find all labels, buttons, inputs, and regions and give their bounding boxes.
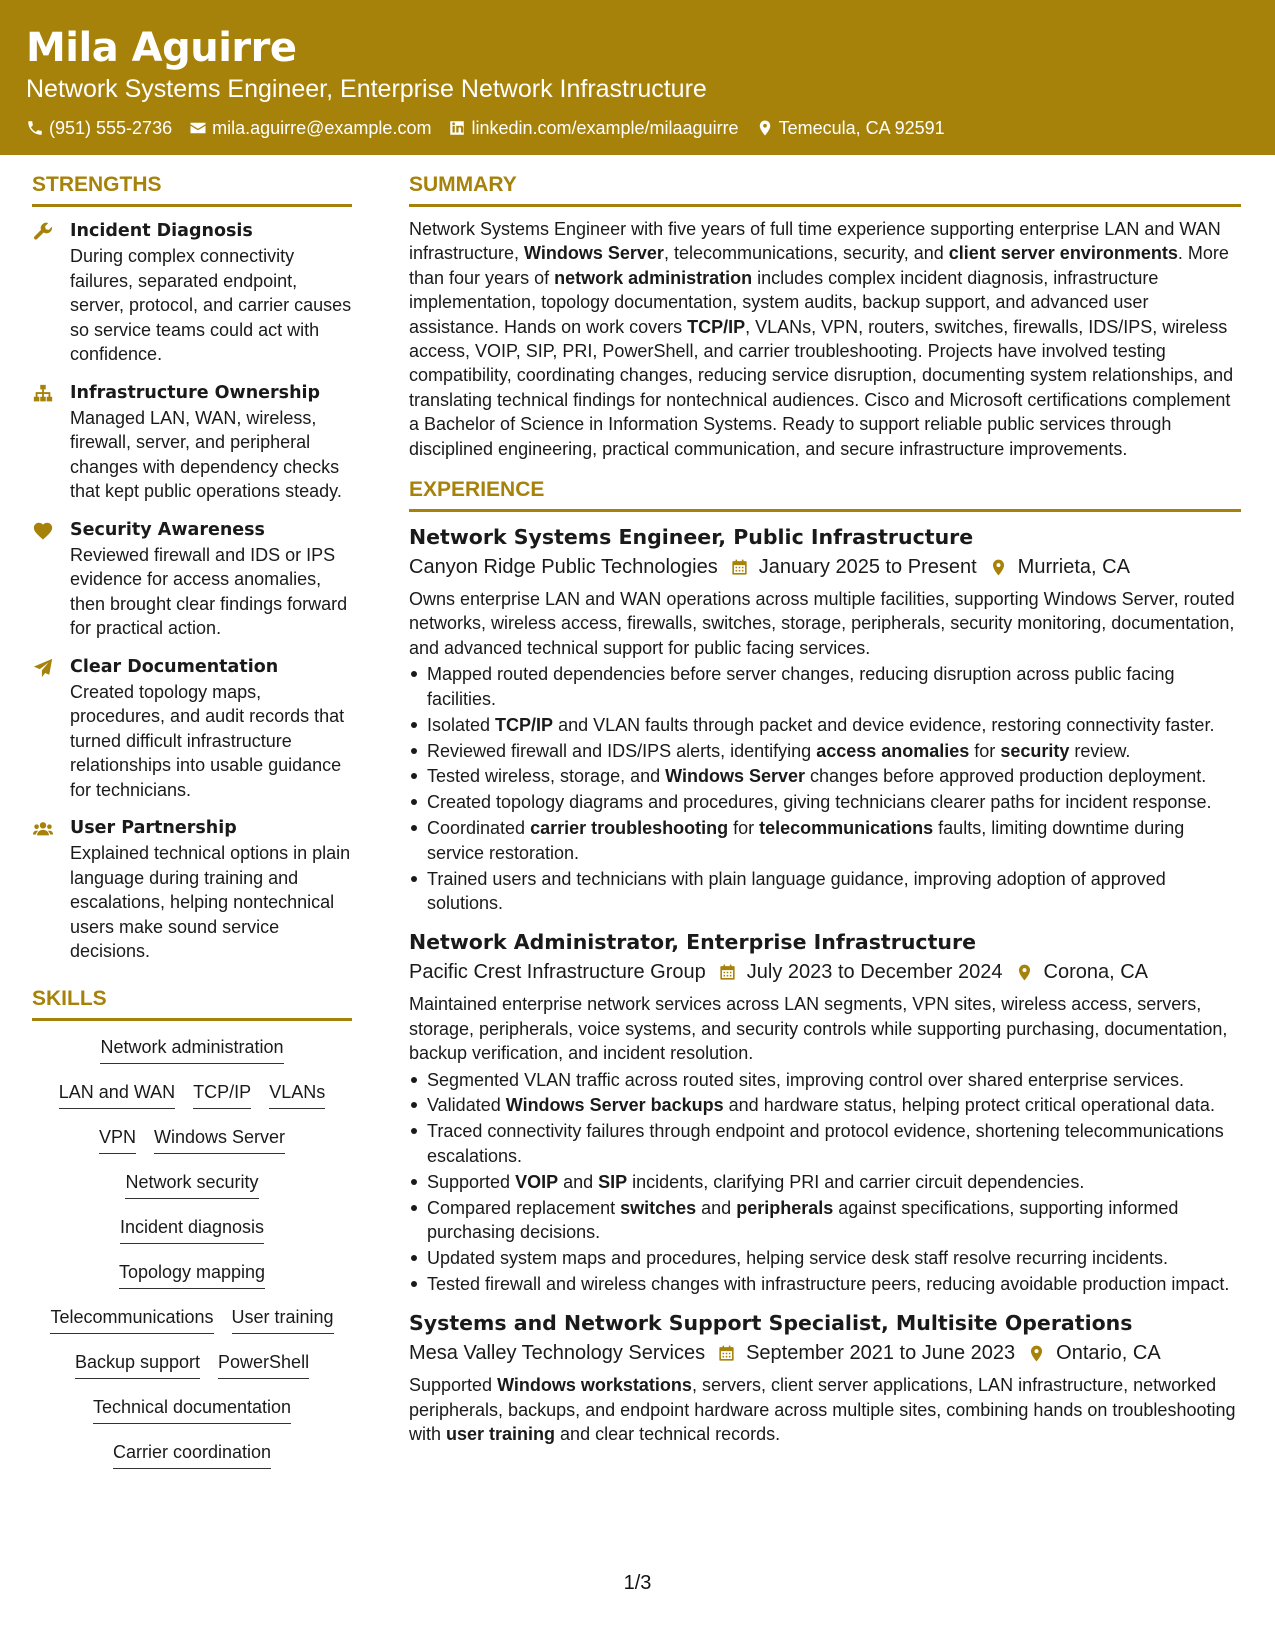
job-bullet (409, 867, 1241, 916)
text-segment: Network Systems Engineer with five years of full time experience supporting enterprise LAN and WAN infrastructure, (409, 219, 1221, 264)
paper-plane-icon (32, 657, 54, 679)
strength-desc: Created topology maps, procedures, and audit records that turned difficult infrastructure relationships into usable guidance for technicians. (70, 681, 345, 800)
skill-tag: Carrier coordination (113, 1440, 271, 1469)
text-segment: Compared replacement (427, 1197, 621, 1218)
bold-text: VOIP (515, 1171, 559, 1192)
strengths-heading: STRENGTHS (32, 172, 352, 207)
job-dates: July 2023 to December 2024 (746, 961, 1003, 984)
job-bullet (409, 1246, 1241, 1270)
bold-text: carrier troubleshooting (530, 818, 729, 839)
text-segment: Reviewed firewall and IDS/IPS alerts, identifying (427, 740, 817, 761)
skill-tag: User training (232, 1305, 334, 1334)
skill-row (32, 1260, 352, 1305)
job-title: Network Systems Engineer, Public Infrastructure (409, 525, 974, 550)
candidate-headline: Network Systems Engineer, Enterprise Network Infrastructure (26, 75, 707, 103)
job-location: Corona, CA (1043, 961, 1148, 984)
job-meta (409, 1338, 1241, 1368)
contact-email-text: mila.aguirre@example.com (212, 118, 432, 138)
bold-text: TCP/IP (687, 316, 746, 337)
text-segment: Trained users and technicians with plain language guidance, improving adoption of approved solutions. (427, 868, 1166, 913)
sitemap-icon (32, 383, 54, 405)
wrench-icon (32, 221, 54, 243)
job-bullet (409, 713, 1241, 737)
text-segment: changes before approved production deployment. (805, 766, 1207, 787)
summary-text (409, 217, 1241, 461)
text-segment: and (696, 1197, 737, 1218)
resume-header (0, 0, 1275, 155)
skill-row (32, 1395, 352, 1440)
contact-phone-text: (951) 555-2736 (49, 118, 173, 138)
skill-row (32, 1350, 352, 1395)
text-segment: Supported (427, 1171, 516, 1192)
text-segment: Isolated (427, 714, 496, 735)
bold-text: user training (446, 1424, 556, 1445)
skill-tag: Topology mapping (119, 1260, 265, 1289)
text-segment: Tested firewall and wireless changes with infrastructure peers, reducing avoidable production impact. (427, 1273, 1230, 1294)
strength-desc: Explained technical options in plain language during training and escalations, helping nontechnical users make sound service decisions. (70, 843, 351, 961)
job-entry (409, 522, 1241, 915)
text-segment: Supported (409, 1375, 498, 1396)
text-segment: Maintained enterprise network services across LAN segments, VPN sites, wireless access, servers, storage, peripherals, voice systems, and security controls while supporting purchasing, documentation, backup verification, and incident resolution. (409, 994, 1228, 1064)
job-bullet (409, 1170, 1241, 1194)
candidate-name: Mila Aguirre (26, 25, 297, 71)
bold-text: Windows Server (665, 766, 806, 787)
job-company: Canyon Ridge Public Technologies (409, 556, 718, 579)
contact-bar (26, 115, 1249, 141)
contact-phone[interactable] (26, 115, 172, 141)
text-segment: for (969, 740, 1001, 761)
text-segment: incidents, clarifying PRI and carrier circuit dependencies. (627, 1171, 1085, 1192)
bold-text: peripherals (736, 1197, 834, 1218)
strength-desc: During complex connectivity failures, separated endpoint, server, protocol, and carrier causes so service teams could act with confidence. (70, 246, 352, 364)
contact-linkedin-text: linkedin.com/example/milaaguirre (471, 118, 739, 138)
job-dates: January 2025 to Present (758, 556, 977, 579)
text-segment: , telecommunications, security, and (663, 243, 949, 264)
job-location: Ontario, CA (1056, 1342, 1161, 1365)
skill-tag: Network security (125, 1170, 258, 1199)
text-segment: , VLANs, VPN, routers, switches, firewalls, IDS/IPS, wireless access, VOIP, SIP, PRI, PowerShell, and carrier troubleshooting. Projects have involved testing compatibility, coordinating changes, reducing service disruption, documenting system relationships, and translating technical findings for nontechnical audiences. Cisco and Microsoft certifications complement a Bachelor of Science in Information Systems. Ready to support reliable public services through disciplined engineering, practical communication, and secure infrastructure improvements. (409, 316, 1234, 459)
strength-item (32, 655, 352, 803)
bold-text: security (1000, 740, 1070, 761)
text-segment: for (728, 818, 760, 839)
skill-tag: Backup support (75, 1350, 200, 1379)
job-company: Mesa Valley Technology Services (409, 1342, 706, 1365)
strengths-list (32, 219, 352, 964)
page-number: 1/3 (623, 1572, 652, 1594)
calendar-icon (730, 558, 749, 577)
job-description (409, 992, 1241, 1065)
strength-item (32, 518, 352, 641)
text-segment: and clear technical records. (555, 1424, 781, 1445)
text-segment: includes complex incident diagnosis, infrastructure implementation, topology documentation, system audits, backup support, and advanced user assistance. Hands on work covers (409, 267, 1159, 337)
text-segment: and VLAN faults through packet and device evidence, restoring connectivity faster. (553, 714, 1215, 735)
strength-item (32, 381, 352, 504)
text-segment: against specifications, supporting informed purchasing decisions. (427, 1197, 1179, 1242)
job-bullet (409, 816, 1241, 865)
contact-email[interactable] (189, 115, 431, 141)
bold-text: TCP/IP (495, 714, 554, 735)
skill-tag: Technical documentation (93, 1395, 291, 1424)
right-column (409, 172, 1241, 1446)
calendar-icon (718, 963, 737, 982)
skills-heading: SKILLS (32, 986, 352, 1021)
map-pin-icon (989, 558, 1008, 577)
strength-item (32, 219, 352, 367)
linkedin-icon (448, 119, 466, 137)
job-title: Network Administrator, Enterprise Infrastructure (409, 930, 976, 955)
contact-location-text: Temecula, CA 92591 (778, 118, 945, 138)
job-meta (409, 957, 1241, 987)
job-bullet (409, 739, 1241, 763)
phone-icon (26, 119, 44, 137)
text-segment: and hardware status, helping protect critical operational data. (723, 1095, 1215, 1116)
job-bullet (409, 662, 1241, 711)
strength-title: Clear Documentation (70, 656, 279, 677)
strength-title: User Partnership (70, 818, 237, 838)
job-bullet (409, 1119, 1241, 1168)
strength-title: Infrastructure Ownership (70, 382, 321, 403)
envelope-icon (189, 119, 207, 137)
bold-text: switches (620, 1197, 697, 1218)
bold-text: SIP (598, 1171, 628, 1192)
skill-row (32, 1305, 352, 1350)
skill-row (32, 1125, 352, 1170)
text-segment: , servers, client server applications, LAN infrastructure, networked peripherals, backups, and endpoint hardware across multiple sites, combining hands on troubleshooting with (409, 1375, 1236, 1445)
job-location: Murrieta, CA (1017, 556, 1130, 579)
bold-text: telecommunications (759, 818, 934, 839)
skill-tag: PowerShell (218, 1350, 309, 1379)
contact-location (756, 115, 945, 141)
summary-heading: SUMMARY (409, 172, 1241, 207)
skill-tag: VPN (99, 1125, 136, 1154)
job-meta (409, 552, 1241, 582)
job-description (409, 587, 1241, 660)
text-segment: Segmented VLAN traffic across routed sites, improving control over shared enterprise services. (427, 1069, 1185, 1090)
strength-desc: Reviewed firewall and IDS or IPS evidence for access anomalies, then brought clear findings forward for practical action. (70, 544, 348, 638)
job-entry (409, 1308, 1241, 1446)
contact-linkedin[interactable] (448, 115, 738, 141)
text-segment: Created topology diagrams and procedures, giving technicians clearer paths for incident response. (427, 792, 1212, 813)
job-bullet (409, 1068, 1241, 1092)
bold-text: Windows Server backups (505, 1095, 724, 1116)
text-segment: and (558, 1171, 599, 1192)
skill-row (32, 1215, 352, 1260)
skill-tag: LAN and WAN (59, 1080, 175, 1109)
map-pin-icon (756, 119, 774, 137)
text-segment: Validated (427, 1095, 506, 1116)
strength-title: Security Awareness (70, 519, 265, 540)
job-entry (409, 927, 1241, 1296)
strength-desc: Managed LAN, WAN, wireless, firewall, server, and peripheral changes with dependency checks that kept public operations steady. (70, 407, 342, 501)
text-segment: Coordinated (427, 818, 531, 839)
job-company: Pacific Crest Infrastructure Group (409, 961, 706, 984)
strength-item (32, 816, 352, 964)
skill-tag: Network administration (100, 1035, 283, 1064)
skills-list (32, 1035, 352, 1485)
skill-tag: VLANs (269, 1080, 325, 1109)
text-segment: Updated system maps and procedures, helping service desk staff resolve recurring incidents. (427, 1247, 1169, 1268)
skill-row (32, 1080, 352, 1125)
map-pin-icon (1015, 963, 1034, 982)
skill-tag: TCP/IP (193, 1080, 251, 1109)
text-segment: faults, limiting downtime during service restoration. (427, 818, 1185, 863)
text-segment: Owns enterprise LAN and WAN operations across multiple facilities, supporting Windows Server, routed networks, wireless access, firewalls, switches, storage, peripherals, security monitoring, documentation, and advanced technical support for public facing services. (409, 589, 1235, 658)
users-icon (32, 818, 54, 840)
text-segment: review. (1069, 740, 1131, 761)
bold-text: client server environments (948, 243, 1178, 264)
skill-row (32, 1440, 352, 1485)
bold-text: access anomalies (816, 740, 970, 761)
job-title: Systems and Network Support Specialist, Multisite Operations (409, 1311, 1133, 1336)
bold-text: Windows workstations (497, 1375, 692, 1396)
job-bullet (409, 1196, 1241, 1245)
experience-list (409, 522, 1241, 1446)
job-description (409, 1373, 1241, 1446)
strength-title: Incident Diagnosis (70, 221, 253, 241)
skill-row (32, 1035, 352, 1080)
skill-row (32, 1170, 352, 1215)
job-bullet (409, 1093, 1241, 1117)
calendar-icon (717, 1344, 736, 1363)
bold-text: Windows Server (524, 243, 664, 264)
skill-tag: Incident diagnosis (120, 1215, 264, 1244)
bold-text: network administration (554, 267, 753, 288)
heart-icon (32, 520, 54, 542)
job-bullets (409, 1068, 1241, 1297)
skill-tag: Windows Server (154, 1125, 285, 1154)
job-dates: September 2021 to June 2023 (746, 1342, 1016, 1365)
text-segment: Mapped routed dependencies before server changes, reducing disruption across public facing facilities. (427, 664, 1175, 709)
experience-heading: EXPERIENCE (409, 477, 1241, 512)
skill-tag: Telecommunications (50, 1305, 213, 1334)
job-bullet (409, 764, 1241, 788)
job-bullets (409, 662, 1241, 915)
text-segment: . More than four years of (409, 243, 1229, 288)
text-segment: Tested wireless, storage, and (427, 766, 666, 787)
job-bullet (409, 790, 1241, 814)
job-bullet (409, 1272, 1241, 1296)
left-column (32, 172, 352, 1485)
map-pin-icon (1027, 1344, 1046, 1363)
text-segment: Traced connectivity failures through endpoint and protocol evidence, shortening telecommunications escalations. (427, 1121, 1224, 1166)
